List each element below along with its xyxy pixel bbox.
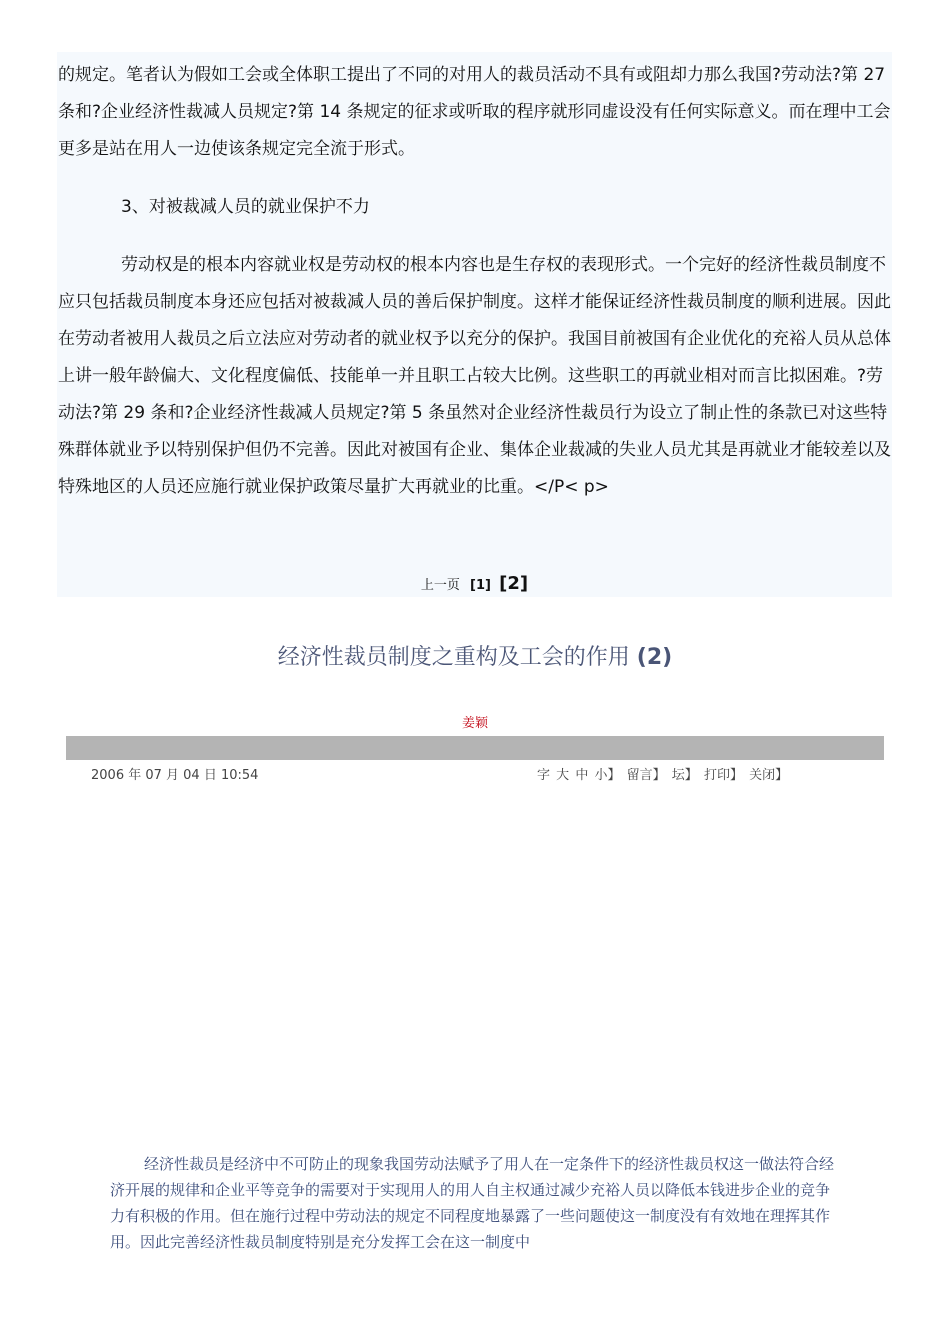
- article-intro: 经济性裁员是经济中不可防止的现象我国劳动法赋予了用人在一定条件下的经济性裁员权这一做法符合经济开展的规律和企业平等竞争的需要对于实现用人的用人自主权通过减少充裕人员以降低本钱进步企业的竞争力有积极的作用。但在施行过程中劳动法的规定不同程度地暴露了一些问题使这一制度没有有效地在理挥其作用。因此完善经济性裁员制度特别是充分发挥工会在这一制度中: [110, 1155, 835, 1251]
- prev-page-link[interactable]: 上一页: [420, 578, 460, 593]
- page-1-link[interactable]: [1]: [470, 578, 491, 593]
- font-medium-button[interactable]: 中: [575, 768, 589, 783]
- forum-link[interactable]: 坛】: [671, 768, 698, 783]
- close-link[interactable]: 关闭】: [749, 768, 789, 783]
- page-2-current: [2]: [499, 573, 529, 594]
- author-name: 姜颖: [461, 716, 488, 731]
- article-title-text: 经济性裁员制度之重构及工会的作用: [277, 645, 630, 670]
- body-paragraph-1: 的规定。笔者认为假如工会或全体职工提出了不同的对用人的裁员活动不具有或阻却力那么我国?劳动法?第 27 条和?企业经济性裁减人员规定?第 14 条规定的征求或听取的程序就形同虚设没有任何实际意义。而在理中工会更多是站在用人一边使该条规定完全流于形式。: [58, 65, 891, 159]
- print-link[interactable]: 打印】: [703, 768, 743, 783]
- divider-bar: [66, 736, 884, 760]
- article-tools: [537, 764, 790, 783]
- article-title-part: (2): [636, 645, 673, 670]
- font-small-button[interactable]: 小】: [594, 768, 621, 783]
- comment-link[interactable]: 留言】: [626, 768, 666, 783]
- body-paragraph-2: 劳动权是的根本内容就业权是劳动权的根本内容也是生存权的表现形式。一个完好的经济性裁员制度不应只包括裁员制度本身还应包括对被裁减人员的善后保护制度。这样才能保证经济性裁员制度的顺利进展。因此在劳动者被用人裁员之后立法应对劳动者的就业权予以充分的保护。我国目前被国有企业优化的充裕人员从总体上讲一般年龄偏大、文化程度偏低、技能单一并且职工占较大比例。这些职工的再就业相对而言比拟困难。?劳动法?第 29 条和?企业经济性裁减人员规定?第 5 条虽然对企业经济性裁员行为设立了制止性的条款已对这些特殊群体就业予以特别保护但仍不完善。因此对被国有企业、集体企业裁减的失业人员尤其是再就业才能较差以及特殊地区的人员还应施行就业保护政策尽量扩大再就业的比重。</P< p>: [58, 255, 891, 497]
- font-size-label: 字: [537, 768, 551, 783]
- font-large-button[interactable]: 大: [556, 768, 570, 783]
- section-heading: 3、对被裁减人员的就业保护不力: [121, 197, 370, 217]
- pagination: [57, 573, 892, 594]
- article-title: [0, 640, 950, 671]
- publish-date: 2006 年 07 月 04 日 10:54: [91, 768, 259, 783]
